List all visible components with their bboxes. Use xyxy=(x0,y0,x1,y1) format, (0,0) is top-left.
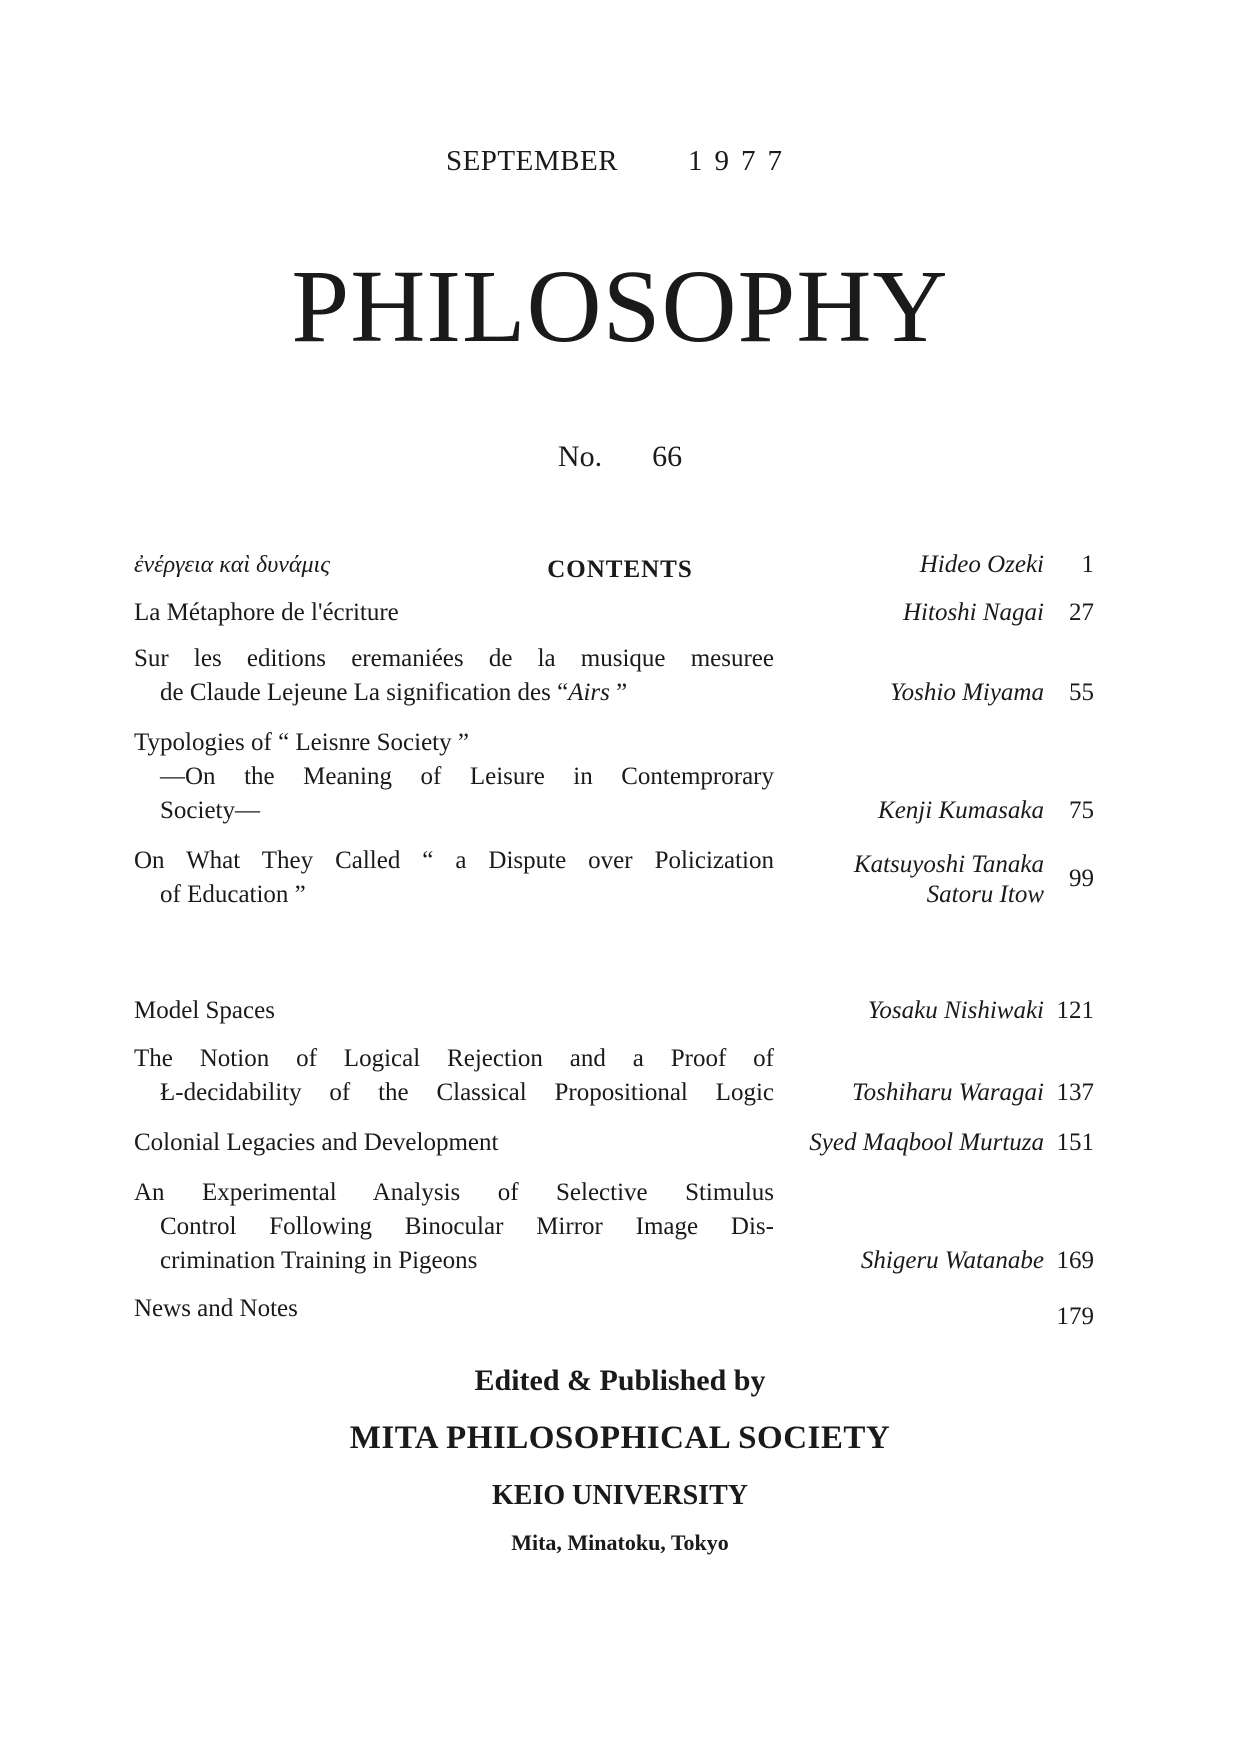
contents-heading: CONTENTS xyxy=(547,556,693,583)
toc-title-line: Model Spaces xyxy=(134,997,275,1024)
toc-entry-author: Shigeru Watanabe xyxy=(860,1247,1044,1274)
toc-title-line: Control Following Binocular Mirror Image Dis- xyxy=(160,1213,774,1240)
journal-title: PHILOSOPHY xyxy=(291,249,949,364)
toc-entry-author: Yoshio Miyama xyxy=(890,679,1044,706)
toc-title-line: Ł-decidability of the Classical Propositional Logic xyxy=(160,1079,774,1106)
issue-month: SEPTEMBER xyxy=(445,145,619,177)
toc-entry xyxy=(134,596,1094,630)
edited-published-by: Edited & Published by xyxy=(474,1364,766,1397)
publisher-society: MITA PHILOSOPHICAL SOCIETY xyxy=(349,1420,891,1456)
toc-entry-page: 169 xyxy=(1056,1247,1094,1274)
toc-title-line: Typologies of “ Leisnre Society ” xyxy=(134,729,469,756)
toc-entry xyxy=(134,1176,1094,1278)
toc-title-line: of Education ” xyxy=(160,881,306,908)
toc-title-line: crimination Training in Pigeons xyxy=(160,1247,478,1274)
toc-title-line: News and Notes xyxy=(134,1295,298,1322)
toc-entry-author: Syed Maqbool Murtuza xyxy=(809,1129,1044,1156)
toc-entry-author: Hitoshi Nagai xyxy=(903,599,1044,626)
toc-entry-page: 1 xyxy=(1081,551,1094,578)
issue-number: 66 xyxy=(652,440,683,473)
publisher-university: KEIO UNIVERSITY xyxy=(492,1480,748,1511)
toc-title-italic: Airs xyxy=(568,679,610,706)
toc-entry-page: 151 xyxy=(1056,1129,1094,1156)
toc-title-line: Society— xyxy=(160,797,260,824)
toc-title-line: La Métaphore de l'écriture xyxy=(134,599,399,626)
toc-title-line xyxy=(134,676,774,710)
issue-year: 1977 xyxy=(688,145,795,177)
toc-title-line: ἐνέργεια καὶ δυνάμις xyxy=(134,552,330,578)
toc-entry-author: Satoru Itow xyxy=(926,881,1044,908)
toc-entry-title xyxy=(134,1176,774,1278)
toc-entry-author: Yosaku Nishiwaki xyxy=(867,997,1044,1024)
toc-entry-title xyxy=(134,1042,774,1110)
toc-entry xyxy=(134,1042,1094,1110)
toc-title-text: ” xyxy=(609,679,628,706)
toc-title-line: An Experimental Analysis of Selective Stimulus xyxy=(134,1179,774,1206)
toc-entry-title xyxy=(134,1292,774,1326)
toc-entry-author: Hideo Ozeki xyxy=(919,551,1044,578)
toc-entry-page: 137 xyxy=(1056,1079,1094,1106)
toc-entry xyxy=(134,994,1094,1028)
toc-entry xyxy=(134,1126,1094,1160)
toc-entry xyxy=(134,844,1094,912)
issue-label: No. xyxy=(557,440,603,473)
toc-entry-author: Toshiharu Waragai xyxy=(852,1079,1044,1106)
publisher-address: Mita, Minatoku, Tokyo xyxy=(511,1530,729,1555)
toc-title-line: On What They Called “ a Dispute over Policization xyxy=(134,847,774,874)
toc-entry xyxy=(134,726,1094,828)
toc-entry-page: 179 xyxy=(1056,1303,1094,1330)
toc-entry-page: 75 xyxy=(1069,797,1094,824)
toc-entry-title xyxy=(134,1126,774,1160)
toc-title-text: de Claude Lejeune La signification des “ xyxy=(160,679,569,706)
toc-title-line: —On the Meaning of Leisure in Contemprorary xyxy=(160,763,774,790)
toc-entry xyxy=(134,1292,1094,1338)
toc-entry-page: 55 xyxy=(1069,679,1094,706)
toc-entry-author: Kenji Kumasaka xyxy=(878,797,1044,824)
toc-title-line: The Notion of Logical Rejection and a Proof of xyxy=(134,1045,774,1072)
toc-title-line: Colonial Legacies and Development xyxy=(134,1129,499,1156)
toc-entry-title xyxy=(134,642,774,710)
toc-entry-page: 99 xyxy=(1069,865,1094,892)
toc-entry xyxy=(134,642,1094,710)
toc-entry-title xyxy=(134,994,774,1028)
toc-entry-title xyxy=(134,726,774,828)
toc-entry-author: Katsuyoshi Tanaka xyxy=(853,851,1044,878)
toc-entry-title xyxy=(134,596,774,630)
toc-entry-page: 121 xyxy=(1056,997,1094,1024)
toc-entry-title xyxy=(134,548,774,582)
toc-entry xyxy=(134,548,1094,582)
toc-entry-title xyxy=(134,844,774,912)
toc-entry-page: 27 xyxy=(1069,599,1094,626)
toc-title-line: Sur les editions eremaniées de la musique mesuree xyxy=(134,645,774,672)
